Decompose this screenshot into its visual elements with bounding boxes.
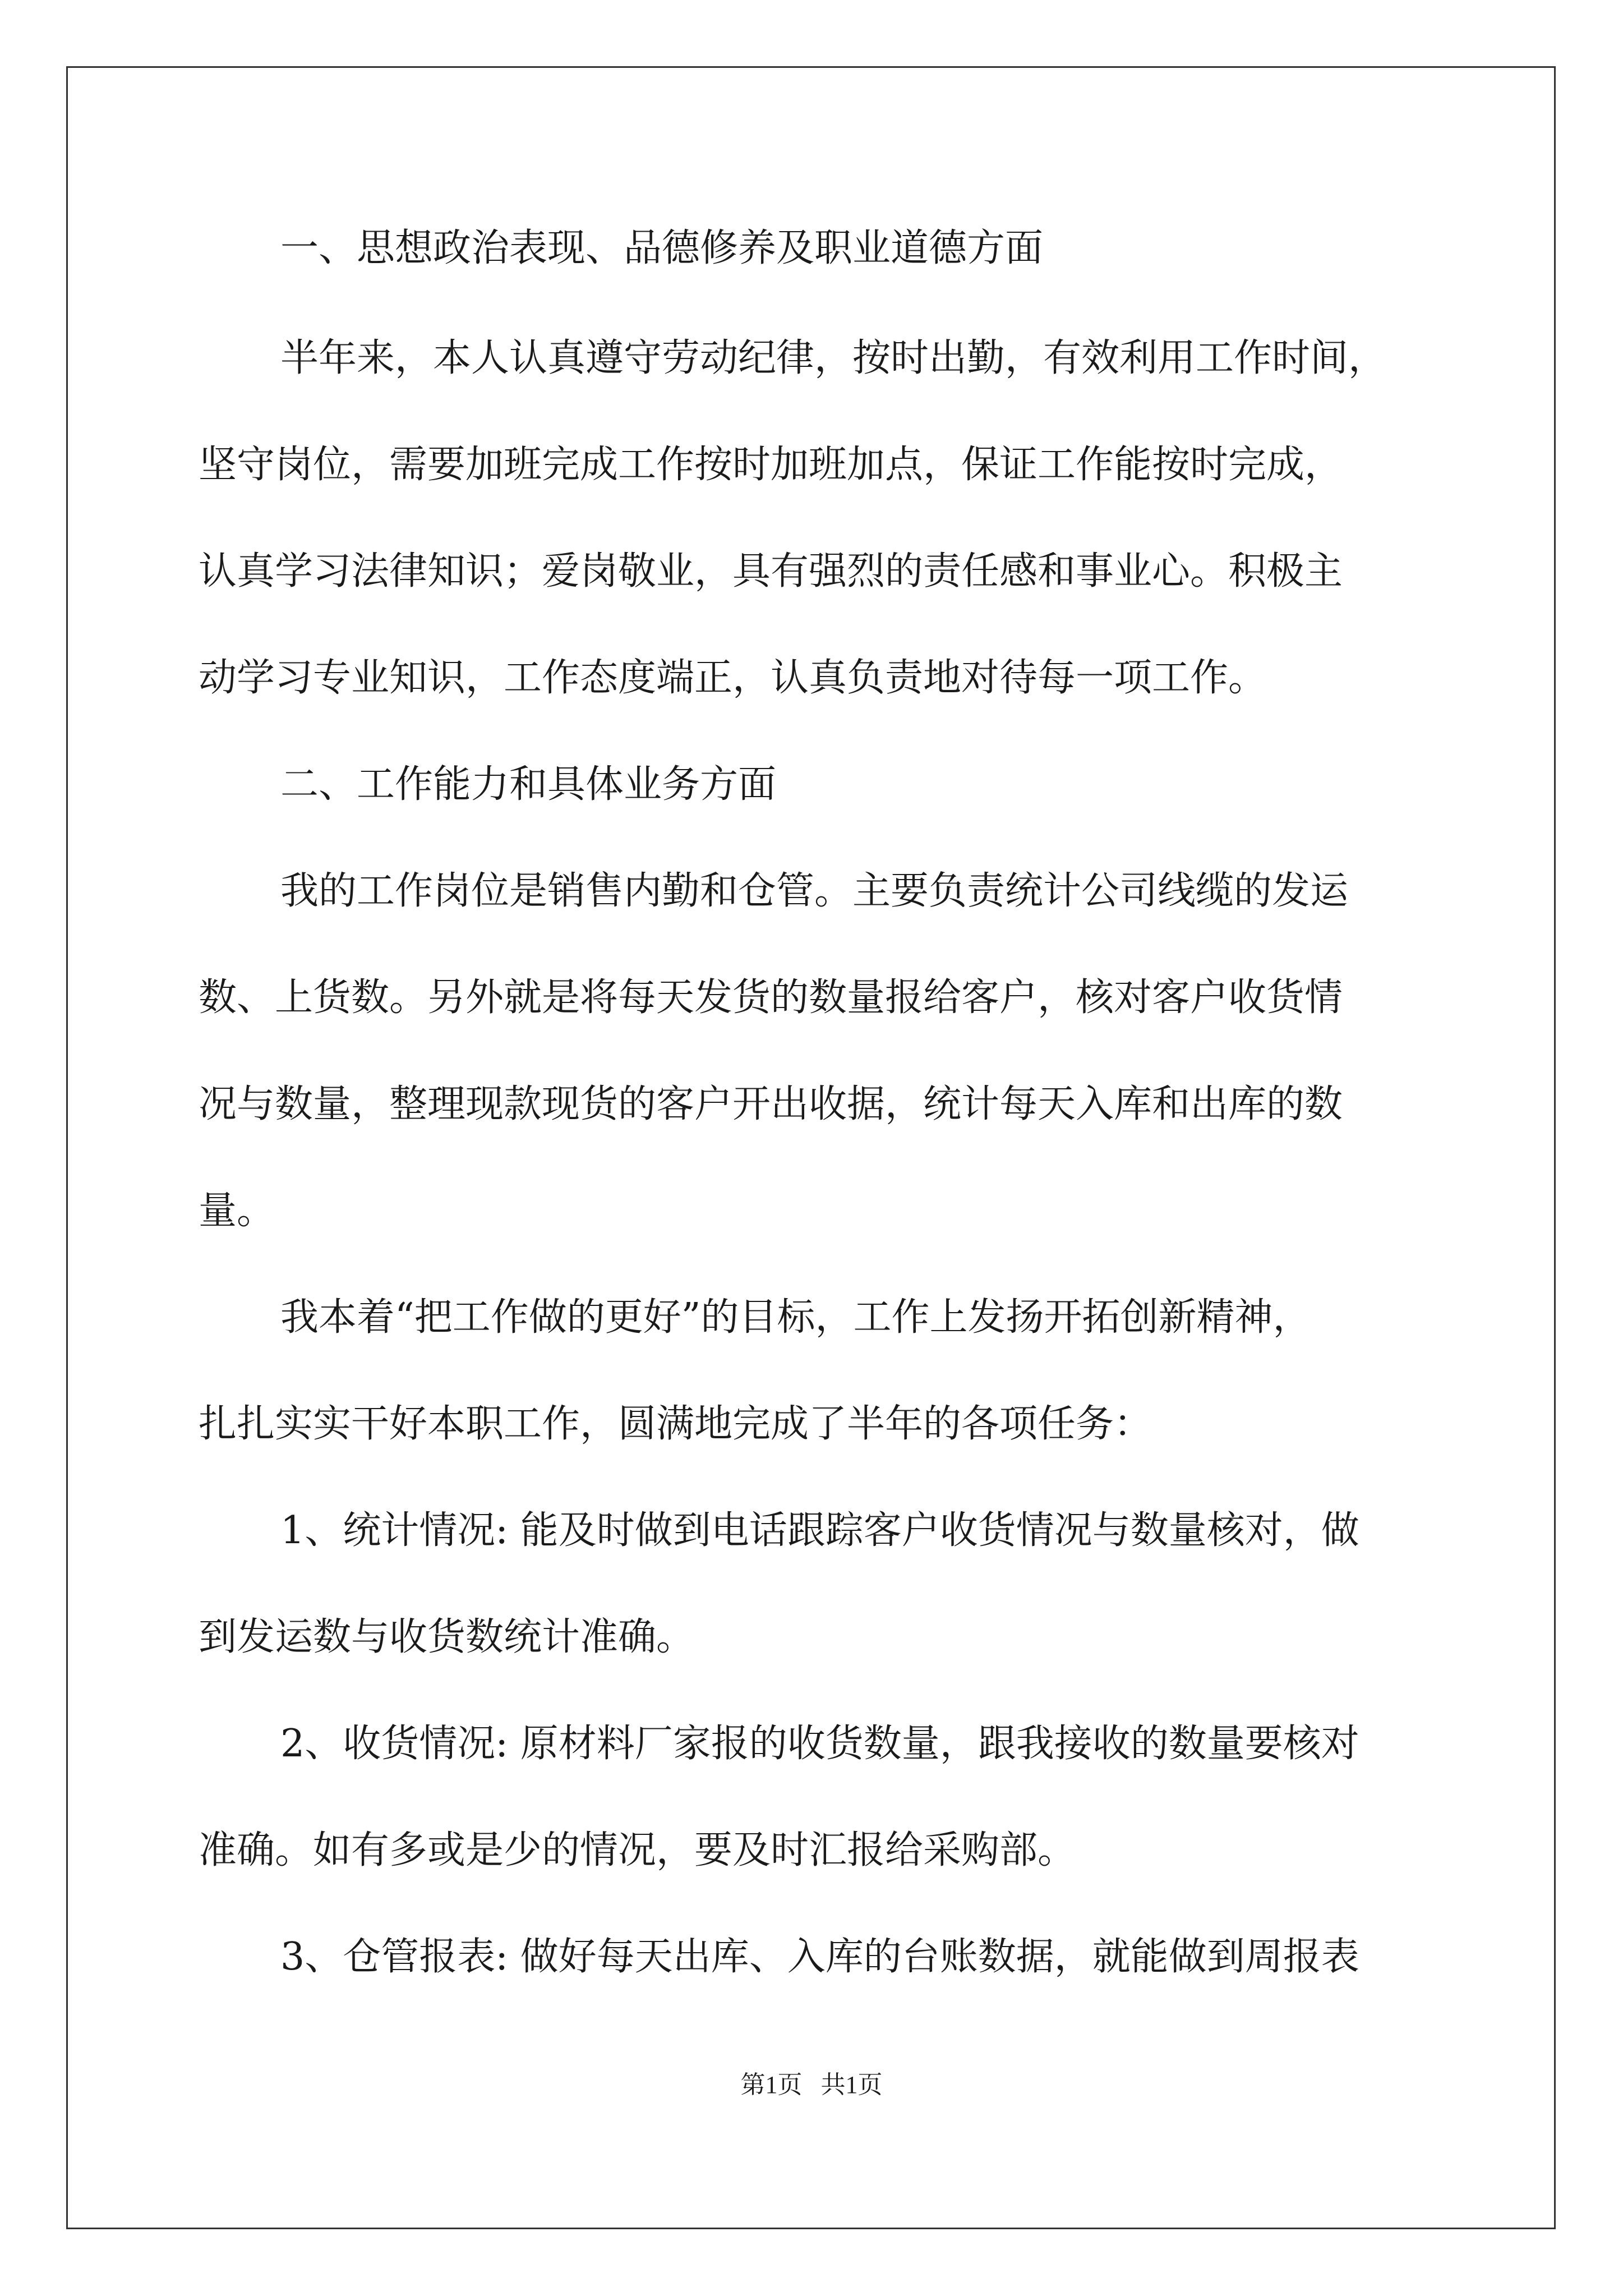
list-item-2: 2、收货情况: 原材料厂家报的收货数量，跟我接收的数量要核对 <box>280 1722 1359 1766</box>
page-border <box>66 66 1556 2229</box>
section-heading-2: 二、工作能力和具体业务方面 <box>280 762 777 807</box>
paragraph-line: 我的工作岗位是销售内勤和仓管。主要负责统计公司线缆的发运 <box>280 869 1349 913</box>
page-footer: 第1页 共1页 <box>740 2071 883 2099</box>
paragraph-line: 况与数量，整理现款现货的客户开出收据，统计每天入库和出库的数 <box>199 1082 1343 1126</box>
list-item-1: 1、统计情况: 能及时做到电话跟踪客户收货情况与数量核对，做 <box>280 1508 1359 1553</box>
list-item-3: 3、仓管报表: 做好每天出库、入库的台账数据，就能做到周报表 <box>280 1935 1359 1979</box>
paragraph-line: 数、上货数。另外就是将每天发货的数量报给客户，核对客户收货情 <box>199 976 1343 1020</box>
section-heading-1: 一、思想政治表现、品德修养及职业道德方面 <box>280 226 1044 270</box>
paragraph-line: 认真学习法律知识；爱岗敬业，具有强烈的责任感和事业心。积极主 <box>199 549 1343 593</box>
paragraph-line: 我本着“把工作做的更好”的目标，工作上发扬开拓创新精神， <box>280 1295 1311 1340</box>
paragraph-line: 坚守岗位，需要加班完成工作按时加班加点，保证工作能按时完成， <box>199 443 1343 487</box>
paragraph-line: 扎扎实实干好本职工作，圆满地完成了半年的各项任务： <box>199 1402 1152 1446</box>
paragraph-line: 动学习专业知识，工作态度端正，认真负责地对待每一项工作。 <box>199 656 1267 700</box>
paragraph-line: 准确。如有多或是少的情况，要及时汇报给采购部。 <box>199 1828 1076 1872</box>
paragraph-line: 半年来，本人认真遵守劳动纪律，按时出勤，有效利用工作时间， <box>280 336 1387 380</box>
paragraph-line: 量。 <box>199 1189 275 1233</box>
paragraph-line: 到发运数与收货数统计准确。 <box>199 1615 695 1659</box>
